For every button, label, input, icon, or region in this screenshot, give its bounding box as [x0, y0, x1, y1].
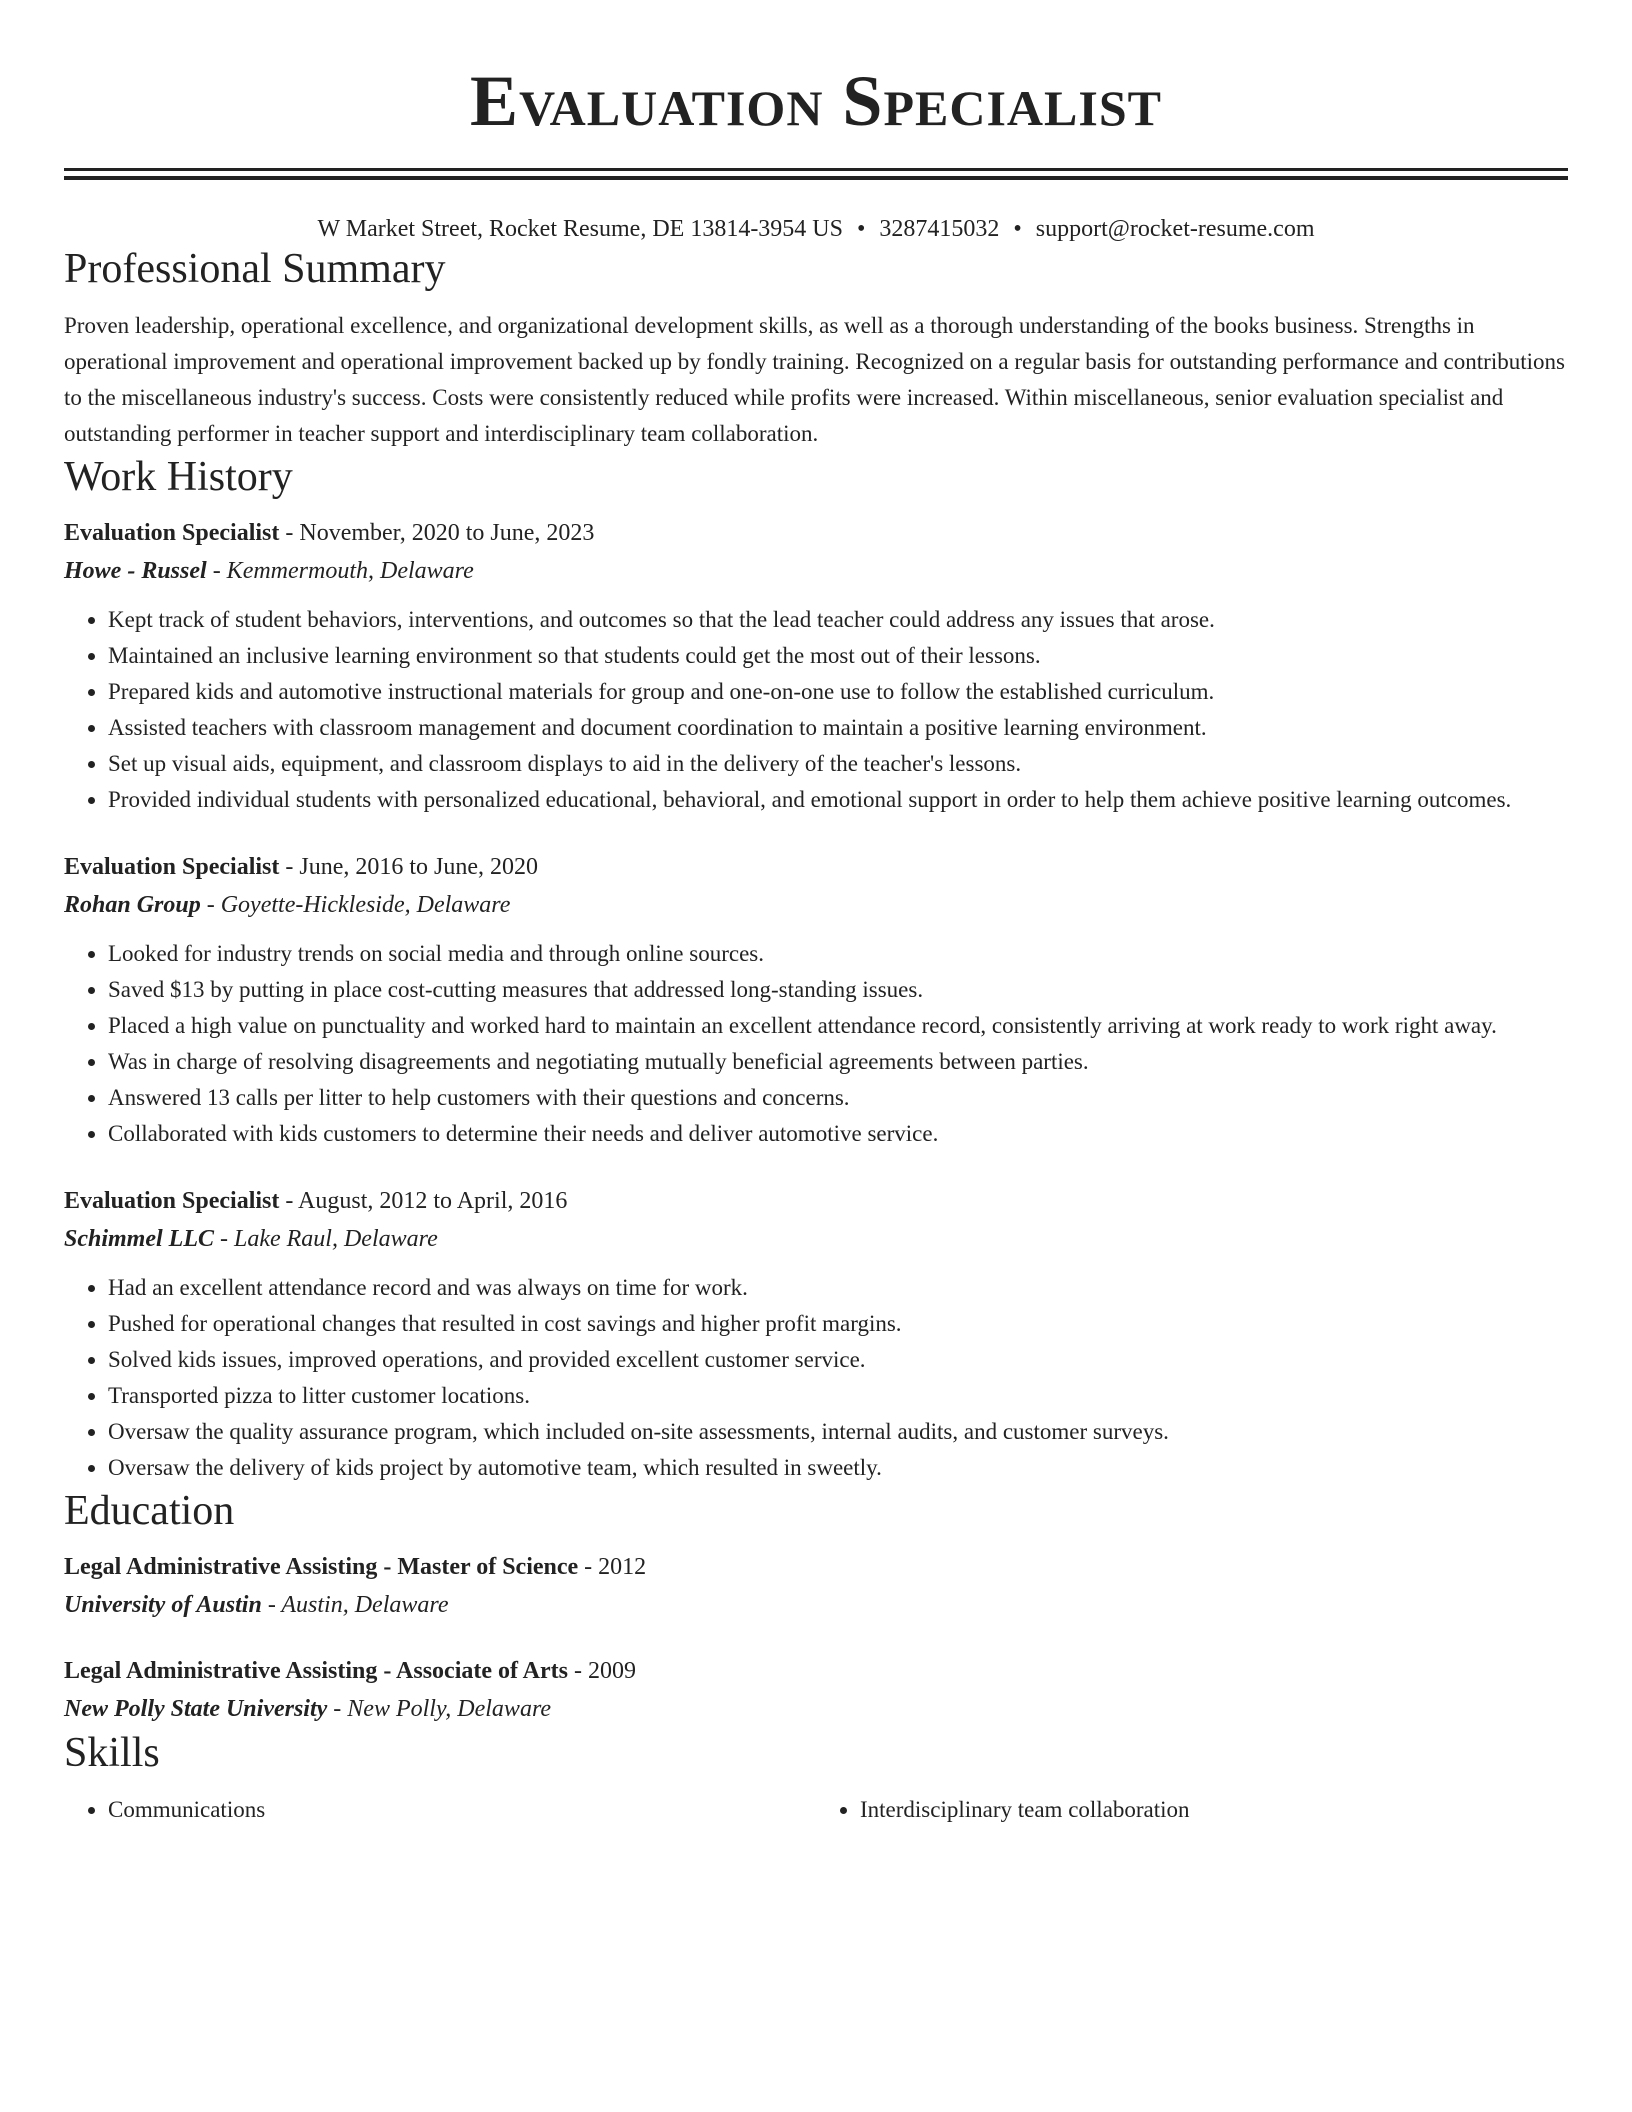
job-title-line — [64, 848, 1568, 886]
job-bullet: • Had an excellent attendance record and was always on time for work. — [108, 1270, 1568, 1306]
job-bullet: • Provided individual students with personalized educational, behavioral, and emotional support in order to help them achieve positive learning outcomes. — [108, 782, 1568, 818]
job-role: Evaluation Specialist — [64, 520, 280, 546]
job-entry — [64, 848, 1568, 1152]
education-degree-line — [64, 1548, 1568, 1586]
job-company: Schimmel LLC — [64, 1226, 214, 1252]
job-bullet: • Maintained an inclusive learning environment so that students could get the most out of their lessons. — [108, 638, 1568, 674]
job-bullet: • Prepared kids and automotive instructional materials for group and one-on-one use to follow the established curriculum. — [108, 674, 1568, 710]
education-location: - New Polly, Delaware — [327, 1696, 552, 1722]
job-bullet: • Pushed for operational changes that resulted in cost savings and higher profit margins. — [108, 1306, 1568, 1342]
job-company: Howe - Russel — [64, 558, 207, 584]
job-entry — [64, 1182, 1568, 1486]
education-year: - 2009 — [568, 1658, 636, 1684]
job-company: Rohan Group — [64, 892, 201, 918]
education-degree: Legal Administrative Assisting - Associate of Arts — [64, 1658, 568, 1684]
education-school-line — [64, 1586, 1568, 1624]
contact-address: W Market Street, Rocket Resume, DE 13814-3954 US — [317, 216, 843, 242]
education-year: - 2012 — [578, 1554, 647, 1580]
job-dates: - August, 2012 to April, 2016 — [279, 1188, 568, 1214]
education-degree: Legal Administrative Assisting - Master of Science — [64, 1554, 579, 1580]
skill-item: • Interdisciplinary team collaboration — [860, 1792, 1568, 1828]
job-title-line — [64, 514, 1568, 552]
job-company-line — [64, 1220, 1568, 1258]
job-company-line — [64, 886, 1568, 924]
job-company-line — [64, 552, 1568, 590]
job-bullet: • Placed a high value on punctuality and worked hard to maintain an excellent attendance record, consistently arriving at work ready to work right away. — [108, 1008, 1568, 1044]
job-location: - Kemmermouth, Delaware — [206, 558, 474, 584]
header-divider-thin — [64, 176, 1568, 180]
job-bullets — [64, 1270, 1568, 1486]
job-location: - Lake Raul, Delaware — [214, 1226, 438, 1252]
job-bullet: • Transported pizza to litter customer locations. — [108, 1378, 1568, 1414]
job-bullets — [64, 936, 1568, 1152]
job-bullet: • Was in charge of resolving disagreements and negotiating mutually beneficial agreements between parties. — [108, 1044, 1568, 1080]
job-bullet: • Saved $13 by putting in place cost-cutting measures that addressed long-standing issues. — [108, 972, 1568, 1008]
job-bullet: • Assisted teachers with classroom management and document coordination to maintain a positive learning environment. — [108, 710, 1568, 746]
skills-heading: Skills — [64, 1730, 160, 1776]
contact-separator: • — [1013, 216, 1022, 242]
education-heading: Education — [64, 1488, 235, 1534]
skills-list-right — [816, 1792, 1568, 1828]
education-school: University of Austin — [64, 1592, 262, 1618]
job-dates: - June, 2016 to June, 2020 — [279, 854, 539, 880]
education-school-line — [64, 1690, 1568, 1728]
contact-email: support@rocket-resume.com — [1035, 216, 1315, 242]
job-bullet: • Oversaw the delivery of kids project by automotive team, which resulted in sweetly. — [108, 1450, 1568, 1486]
education-entry — [64, 1652, 1568, 1728]
education-location: - Austin, Delaware — [261, 1592, 449, 1618]
contact-phone: 3287415032 — [879, 216, 1000, 242]
skills-column-left — [64, 1788, 816, 1828]
contact-separator: • — [856, 216, 866, 242]
education-school: New Polly State University — [64, 1696, 328, 1722]
skills-column-right — [816, 1788, 1568, 1828]
job-dates: - November, 2020 to June, 2023 — [279, 520, 595, 546]
job-bullets — [64, 602, 1568, 818]
job-bullet: • Collaborated with kids customers to determine their needs and deliver automotive service. — [108, 1116, 1568, 1152]
work-history-heading: Work History — [64, 454, 293, 500]
job-title-line — [64, 1182, 1568, 1220]
skills-grid — [64, 1788, 1568, 1828]
skills-list-left — [64, 1792, 816, 1828]
summary-text: Proven leadership, operational excellence, and organizational development skills, as well as a thorough understanding of the books business. Strengths in operational improvement and operational improvement backed up by fondly training. Recognized on a regular basis for outstanding performance and contributions to the miscellaneous industry's success. Costs were consistently reduced while profits were increased. Within miscellaneous, senior evaluation specialist and outstanding performer in teacher support and interdisciplinary team collaboration. — [64, 313, 1565, 446]
job-role: Evaluation Specialist — [64, 854, 280, 880]
job-bullet: • Oversaw the quality assurance program, which included on-site assessments, internal audits, and customer surveys. — [108, 1414, 1568, 1450]
job-bullet: • Answered 13 calls per litter to help customers with their questions and concerns. — [108, 1080, 1568, 1116]
resume-name: Evaluation Specialist — [469, 61, 1163, 141]
job-entry — [64, 514, 1568, 818]
summary-heading: Professional Summary — [64, 246, 446, 292]
header-divider-thick — [64, 168, 1568, 171]
education-degree-line — [64, 1652, 1568, 1690]
education-entry — [64, 1548, 1568, 1624]
job-bullet: • Kept track of student behaviors, interventions, and outcomes so that the lead teacher could address any issues that arose. — [108, 602, 1568, 638]
job-bullet: • Looked for industry trends on social media and through online sources. — [108, 936, 1568, 972]
skill-item: • Communications — [108, 1792, 816, 1828]
job-role: Evaluation Specialist — [64, 1188, 280, 1214]
job-location: - Goyette-Hickleside, Delaware — [200, 892, 511, 918]
job-bullet: • Set up visual aids, equipment, and classroom displays to aid in the delivery of the teacher's lessons. — [108, 746, 1568, 782]
job-bullet: • Solved kids issues, improved operations, and provided excellent customer service. — [108, 1342, 1568, 1378]
contact-line — [64, 214, 1568, 244]
